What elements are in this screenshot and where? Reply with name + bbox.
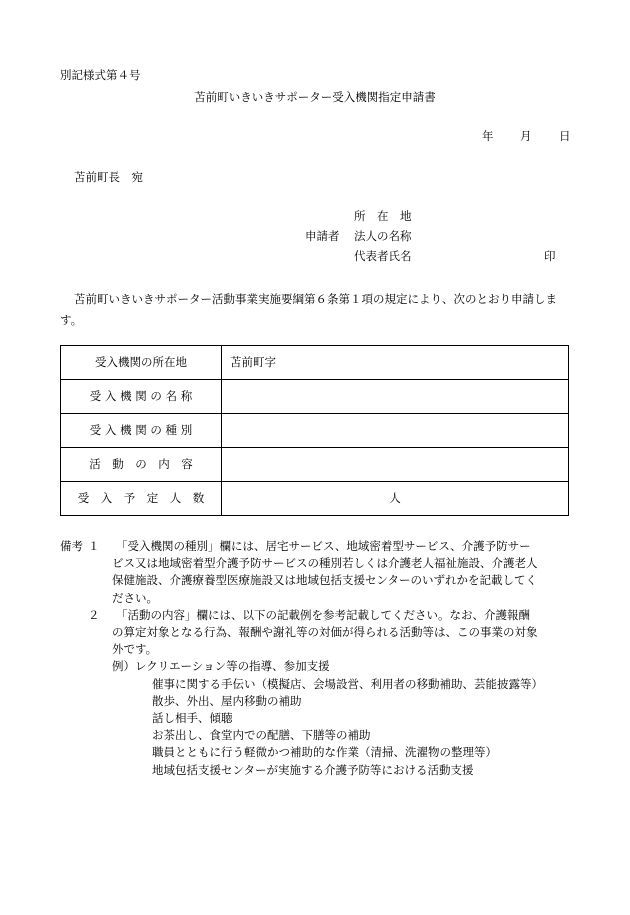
row-label-activity: 活 動 の 内 容: [61, 448, 222, 482]
row-value-activity[interactable]: [222, 448, 569, 482]
table-row: [61, 482, 569, 516]
application-table: [60, 345, 569, 516]
row-value-location[interactable]: 苫前町字: [222, 346, 569, 380]
applicant-location-label: 所 在 地: [354, 209, 412, 223]
remark-1-line: 「受入機関の種別」欄には、居宅サービス、地域密着型サービス、介護予防サー: [116, 539, 531, 553]
applicant-role-label: 申請者: [305, 229, 340, 243]
remark-1-line: ださい。: [112, 590, 158, 605]
date-day: 日: [559, 129, 571, 143]
remark-2-line: の算定対象となる行為、報酬や謝礼等の対価が得られる活動等は、この事業の対象: [112, 625, 538, 640]
row-value-name[interactable]: [222, 380, 569, 414]
remark-1-line: ビス又は地域密着型介護予防サービスの種別若しくは介護老人福祉施設、介護老人: [112, 556, 538, 571]
applicant-name-label: 法人の名称: [354, 229, 412, 243]
example-item: 話し相手、傾聴: [152, 711, 233, 726]
row-value-count[interactable]: 人: [222, 482, 569, 516]
remarks-section: [60, 538, 580, 779]
table-row: [61, 448, 569, 482]
remark-1-line: 保健施設、介護療養型医療施設又は地域包括支援センターのいずれかを記載してく: [112, 573, 538, 588]
intro-paragraph: 苫前町いきいきサポーター活動事業実施要綱第６条第１項の規定により、次のとおり申請します。: [60, 292, 557, 327]
row-label-name: 受 入 機 関 の 名 称: [61, 380, 222, 414]
date-month: 月: [520, 129, 532, 143]
remark-2-line: 外です。: [112, 642, 158, 657]
row-value-type[interactable]: [222, 414, 569, 448]
example-item: お茶出し、食堂内での配膳、下膳等の補助: [152, 728, 371, 743]
example-heading: 例）レクリエーション等の指導、参加支援: [112, 659, 330, 674]
table-row: [61, 380, 569, 414]
row-label-location: 受入機関の所在地: [61, 346, 222, 380]
remark-2: [60, 607, 580, 779]
table-row: [61, 346, 569, 380]
remark-2-number: ２: [88, 607, 100, 622]
table-row: [61, 414, 569, 448]
seal-mark: 印: [544, 249, 556, 263]
form-number: 別記様式第４号: [60, 68, 141, 82]
addressee: 苫前町長 宛: [74, 170, 143, 184]
remark-2-line: 「活動の内容」欄には、以下の記載例を参考記載してください。なお、介護報酬: [116, 607, 530, 622]
row-label-type: 受 入 機 関 の 種 別: [61, 414, 222, 448]
remark-1: [60, 538, 580, 607]
remarks-heading: 備考: [60, 539, 83, 553]
applicant-representative-label: 代表者氏名: [354, 249, 412, 263]
example-item: 職員とともに行う軽微かつ補助的な作業（清掃、洗濯物の整理等）: [152, 745, 497, 760]
document-title: 苫前町いきいきサポーター受入機関指定申請書: [194, 90, 436, 104]
remark-1-number: １: [88, 539, 100, 553]
date-year: 年: [482, 129, 494, 143]
row-label-count: 受 入 予 定 人 数: [61, 482, 222, 516]
example-item: 散歩、外出、屋内移動の補助: [152, 693, 302, 708]
example-list: [152, 676, 580, 779]
example-item: 催事に関する手伝い（模擬店、会場設営、利用者の移動補助、芸能披露等）: [152, 676, 543, 691]
example-item: 地域包括支援センターが実施する介護予防等における活動支援: [152, 762, 474, 777]
